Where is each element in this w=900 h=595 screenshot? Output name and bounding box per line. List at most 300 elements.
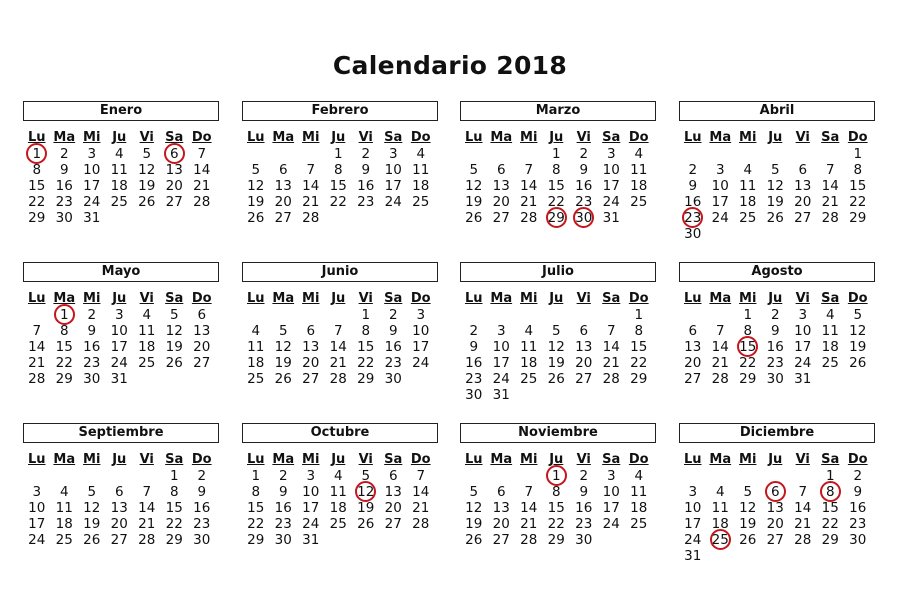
day-cell: 7 bbox=[306, 162, 316, 178]
weekday-header: Ju bbox=[549, 452, 564, 467]
weekday-header: Sa bbox=[821, 130, 840, 145]
empty-cell bbox=[325, 307, 353, 323]
day-cell: 12 bbox=[547, 339, 565, 355]
day-cell: 5 bbox=[278, 323, 288, 339]
day-grid bbox=[679, 130, 875, 242]
day-cell: 4 bbox=[59, 484, 69, 500]
weekday-header: Sa bbox=[821, 291, 840, 306]
day-cell: 10 bbox=[602, 484, 620, 500]
empty-cell bbox=[789, 146, 817, 162]
empty-cell bbox=[106, 468, 134, 484]
month-febrero bbox=[242, 101, 438, 226]
day-cell: 5 bbox=[853, 307, 863, 323]
weekday-header: Do bbox=[628, 291, 649, 306]
day-cell: 8 bbox=[251, 484, 261, 500]
day-cell: 29 bbox=[630, 371, 648, 387]
day-cell: 30 bbox=[274, 532, 292, 548]
day-cell: 23 bbox=[55, 194, 73, 210]
day-cell: 21 bbox=[794, 516, 812, 532]
day-cell: 10 bbox=[602, 162, 620, 178]
day-cell: 15 bbox=[821, 500, 839, 516]
day-cell: 17 bbox=[110, 339, 128, 355]
empty-cell bbox=[242, 307, 270, 323]
weekday-header: Lu bbox=[246, 130, 265, 145]
empty-cell bbox=[23, 468, 51, 484]
day-cell: 16 bbox=[465, 355, 483, 371]
day-cell: 25 bbox=[739, 210, 757, 226]
weekday-header: Sa bbox=[602, 452, 621, 467]
day-cell: 24 bbox=[28, 532, 46, 548]
day-cell: 20 bbox=[193, 339, 211, 355]
weekday-header: Ma bbox=[709, 452, 732, 467]
day-cell: 5 bbox=[551, 323, 561, 339]
month-name: Agosto bbox=[679, 262, 875, 282]
day-cell: 25 bbox=[329, 516, 347, 532]
day-cell: 15 bbox=[28, 178, 46, 194]
day-cell: 5 bbox=[770, 162, 780, 178]
day-cell: 10 bbox=[412, 323, 430, 339]
weekday-header: Ju bbox=[549, 130, 564, 145]
day-cell: 19 bbox=[739, 516, 757, 532]
day-cell: 18 bbox=[711, 516, 729, 532]
day-cell: 27 bbox=[575, 371, 593, 387]
day-cell: 19 bbox=[165, 339, 183, 355]
weekday-header: Sa bbox=[384, 452, 403, 467]
day-cell: 6 bbox=[688, 323, 698, 339]
day-cell: 15 bbox=[357, 339, 375, 355]
empty-cell bbox=[133, 468, 161, 484]
day-cell: 4 bbox=[634, 146, 644, 162]
day-cell: 27 bbox=[794, 210, 812, 226]
weekday-header: Do bbox=[410, 130, 431, 145]
day-cell: 21 bbox=[329, 355, 347, 371]
weekday-header: Ju bbox=[112, 291, 127, 306]
day-cell: 28 bbox=[602, 371, 620, 387]
empty-cell bbox=[460, 307, 488, 323]
day-cell: 13 bbox=[110, 500, 128, 516]
day-grid bbox=[242, 291, 438, 387]
day-cell: 22 bbox=[28, 194, 46, 210]
empty-cell bbox=[707, 307, 735, 323]
day-cell: 23 bbox=[679, 210, 707, 226]
day-cell: 15 bbox=[734, 339, 762, 355]
day-cell: 24 bbox=[684, 532, 702, 548]
day-cell: 17 bbox=[684, 516, 702, 532]
day-cell: 18 bbox=[110, 178, 128, 194]
weekday-header: Mi bbox=[302, 452, 320, 467]
day-cell: 6 bbox=[388, 468, 398, 484]
empty-cell bbox=[270, 146, 298, 162]
day-cell: 30 bbox=[465, 387, 483, 403]
day-cell: 6 bbox=[306, 323, 316, 339]
day-cell: 17 bbox=[83, 178, 101, 194]
day-cell: 4 bbox=[634, 468, 644, 484]
day-cell: 27 bbox=[766, 532, 784, 548]
weekday-header: Vi bbox=[358, 291, 373, 306]
holiday-circle-icon bbox=[573, 207, 594, 228]
weekday-header: Ma bbox=[53, 130, 76, 145]
day-cell: 14 bbox=[412, 484, 430, 500]
weekday-header: Ju bbox=[549, 291, 564, 306]
day-cell: 24 bbox=[602, 516, 620, 532]
month-enero bbox=[23, 101, 219, 226]
day-cell: 27 bbox=[492, 210, 510, 226]
day-cell: 8 bbox=[853, 162, 863, 178]
day-cell: 25 bbox=[55, 532, 73, 548]
month-name: Julio bbox=[460, 262, 656, 282]
day-cell: 28 bbox=[193, 194, 211, 210]
day-cell: 13 bbox=[302, 339, 320, 355]
weekday-header: Do bbox=[191, 130, 212, 145]
empty-cell bbox=[78, 468, 106, 484]
weekday-header: Ma bbox=[490, 291, 513, 306]
day-cell: 3 bbox=[114, 307, 124, 323]
day-cell: 16 bbox=[575, 500, 593, 516]
weekday-header: Mi bbox=[302, 130, 320, 145]
day-cell: 29 bbox=[821, 532, 839, 548]
day-cell: 26 bbox=[357, 516, 375, 532]
day-cell: 1 bbox=[169, 468, 179, 484]
day-cell: 5 bbox=[361, 468, 371, 484]
day-cell: 11 bbox=[711, 500, 729, 516]
day-cell: 11 bbox=[247, 339, 265, 355]
day-cell: 16 bbox=[384, 339, 402, 355]
day-cell: 22 bbox=[247, 516, 265, 532]
day-cell: 19 bbox=[138, 178, 156, 194]
day-cell: 29 bbox=[28, 210, 46, 226]
day-cell: 21 bbox=[520, 194, 538, 210]
day-cell: 23 bbox=[384, 355, 402, 371]
day-cell: 11 bbox=[821, 323, 839, 339]
holiday-circle-icon bbox=[355, 481, 376, 502]
day-cell: 29 bbox=[247, 532, 265, 548]
weekday-header: Ju bbox=[112, 452, 127, 467]
weekday-header: Ma bbox=[272, 130, 295, 145]
day-cell: 21 bbox=[711, 355, 729, 371]
day-cell: 12 bbox=[739, 500, 757, 516]
day-cell: 3 bbox=[388, 146, 398, 162]
day-cell: 23 bbox=[357, 194, 375, 210]
weekday-header: Vi bbox=[795, 291, 810, 306]
day-cell: 17 bbox=[602, 500, 620, 516]
day-cell: 17 bbox=[602, 178, 620, 194]
day-cell: 5 bbox=[142, 146, 152, 162]
day-cell: 14 bbox=[193, 162, 211, 178]
day-grid bbox=[23, 130, 219, 226]
weekday-header: Mi bbox=[520, 452, 538, 467]
day-cell: 23 bbox=[849, 516, 867, 532]
day-cell: 27 bbox=[110, 532, 128, 548]
day-cell: 6 bbox=[762, 484, 790, 500]
day-cell: 1 bbox=[23, 146, 51, 162]
day-cell: 9 bbox=[853, 484, 863, 500]
day-cell: 13 bbox=[575, 339, 593, 355]
day-cell: 24 bbox=[711, 210, 729, 226]
day-cell: 3 bbox=[688, 484, 698, 500]
day-cell: 13 bbox=[794, 178, 812, 194]
day-cell: 14 bbox=[138, 500, 156, 516]
day-cell: 29 bbox=[357, 371, 375, 387]
day-cell: 5 bbox=[469, 484, 479, 500]
day-cell: 10 bbox=[28, 500, 46, 516]
day-cell: 26 bbox=[547, 371, 565, 387]
day-cell: 22 bbox=[849, 194, 867, 210]
day-cell: 4 bbox=[114, 146, 124, 162]
day-cell: 7 bbox=[606, 323, 616, 339]
day-cell: 16 bbox=[193, 500, 211, 516]
weekday-header: Vi bbox=[576, 130, 591, 145]
day-cell: 28 bbox=[821, 210, 839, 226]
day-cell: 11 bbox=[329, 484, 347, 500]
day-cell: 24 bbox=[794, 355, 812, 371]
day-cell: 6 bbox=[161, 146, 189, 162]
day-cell: 30 bbox=[83, 371, 101, 387]
month-junio bbox=[242, 262, 438, 387]
day-cell: 25 bbox=[520, 371, 538, 387]
day-cell: 19 bbox=[849, 339, 867, 355]
weekday-header: Lu bbox=[27, 130, 46, 145]
day-cell: 11 bbox=[138, 323, 156, 339]
day-cell: 3 bbox=[416, 307, 426, 323]
weekday-header: Mi bbox=[302, 291, 320, 306]
day-cell: 12 bbox=[849, 323, 867, 339]
day-cell: 17 bbox=[28, 516, 46, 532]
holiday-circle-icon bbox=[682, 207, 703, 228]
day-grid bbox=[679, 452, 875, 564]
day-cell: 10 bbox=[384, 162, 402, 178]
empty-cell bbox=[789, 468, 817, 484]
day-cell: 25 bbox=[630, 194, 648, 210]
day-cell: 6 bbox=[496, 162, 506, 178]
day-cell: 3 bbox=[306, 468, 316, 484]
day-cell: 9 bbox=[361, 162, 371, 178]
empty-cell bbox=[515, 146, 543, 162]
day-cell: 10 bbox=[302, 484, 320, 500]
empty-cell bbox=[734, 468, 762, 484]
day-grid bbox=[460, 291, 656, 403]
weekday-header: Lu bbox=[464, 130, 483, 145]
day-cell: 20 bbox=[492, 194, 510, 210]
day-cell: 11 bbox=[55, 500, 73, 516]
day-cell: 8 bbox=[551, 484, 561, 500]
day-cell: 19 bbox=[247, 194, 265, 210]
day-cell: 16 bbox=[274, 500, 292, 516]
day-cell: 20 bbox=[302, 355, 320, 371]
day-cell: 27 bbox=[274, 210, 292, 226]
day-cell: 6 bbox=[114, 484, 124, 500]
day-cell: 21 bbox=[28, 355, 46, 371]
day-cell: 14 bbox=[329, 339, 347, 355]
day-cell: 24 bbox=[412, 355, 430, 371]
weekday-header: Lu bbox=[683, 452, 702, 467]
weekday-header: Lu bbox=[246, 452, 265, 467]
day-cell: 14 bbox=[711, 339, 729, 355]
day-cell: 11 bbox=[630, 484, 648, 500]
day-cell: 27 bbox=[384, 516, 402, 532]
day-cell: 13 bbox=[492, 500, 510, 516]
weekday-header: Do bbox=[847, 452, 868, 467]
day-cell: 8 bbox=[634, 323, 644, 339]
day-cell: 19 bbox=[274, 355, 292, 371]
day-cell: 21 bbox=[193, 178, 211, 194]
day-cell: 3 bbox=[715, 162, 725, 178]
day-cell: 7 bbox=[524, 162, 534, 178]
day-cell: 19 bbox=[465, 194, 483, 210]
day-cell: 7 bbox=[333, 323, 343, 339]
day-cell: 29 bbox=[739, 371, 757, 387]
weekday-header: Mi bbox=[520, 291, 538, 306]
day-cell: 25 bbox=[630, 516, 648, 532]
day-cell: 4 bbox=[333, 468, 343, 484]
holiday-circle-icon bbox=[164, 143, 185, 164]
day-cell: 19 bbox=[766, 194, 784, 210]
holiday-circle-icon bbox=[54, 304, 75, 325]
day-cell: 30 bbox=[575, 532, 593, 548]
day-cell: 1 bbox=[361, 307, 371, 323]
weekday-header: Ju bbox=[112, 130, 127, 145]
day-cell: 15 bbox=[849, 178, 867, 194]
weekday-header: Sa bbox=[821, 452, 840, 467]
day-cell: 18 bbox=[138, 339, 156, 355]
month-name: Noviembre bbox=[460, 423, 656, 443]
day-cell: 11 bbox=[739, 178, 757, 194]
day-cell: 22 bbox=[821, 516, 839, 532]
month-name: Febrero bbox=[242, 101, 438, 121]
day-cell: 31 bbox=[492, 387, 510, 403]
holiday-circle-icon bbox=[710, 529, 731, 550]
day-cell: 11 bbox=[520, 339, 538, 355]
day-cell: 24 bbox=[602, 194, 620, 210]
weekday-header: Sa bbox=[384, 291, 403, 306]
day-cell: 23 bbox=[575, 194, 593, 210]
day-cell: 2 bbox=[59, 146, 69, 162]
day-cell: 26 bbox=[849, 355, 867, 371]
weekday-header: Mi bbox=[739, 130, 757, 145]
day-cell: 15 bbox=[547, 178, 565, 194]
day-cell: 7 bbox=[825, 162, 835, 178]
weekday-header: Mi bbox=[83, 130, 101, 145]
day-cell: 30 bbox=[849, 532, 867, 548]
day-cell: 6 bbox=[197, 307, 207, 323]
day-cell: 13 bbox=[165, 162, 183, 178]
day-cell: 12 bbox=[247, 178, 265, 194]
day-cell: 2 bbox=[853, 468, 863, 484]
day-cell: 10 bbox=[684, 500, 702, 516]
day-cell: 12 bbox=[138, 162, 156, 178]
day-cell: 4 bbox=[524, 323, 534, 339]
day-cell: 24 bbox=[83, 194, 101, 210]
day-cell: 2 bbox=[278, 468, 288, 484]
day-cell: 27 bbox=[165, 194, 183, 210]
day-cell: 10 bbox=[492, 339, 510, 355]
day-cell: 17 bbox=[412, 339, 430, 355]
day-cell: 3 bbox=[32, 484, 42, 500]
day-cell: 23 bbox=[193, 516, 211, 532]
day-cell: 10 bbox=[83, 162, 101, 178]
day-cell: 18 bbox=[329, 500, 347, 516]
weekday-header: Lu bbox=[683, 291, 702, 306]
day-cell: 15 bbox=[329, 178, 347, 194]
weekday-header: Lu bbox=[464, 452, 483, 467]
day-cell: 28 bbox=[28, 371, 46, 387]
day-cell: 4 bbox=[743, 162, 753, 178]
day-cell: 22 bbox=[357, 355, 375, 371]
weekday-header: Ju bbox=[331, 452, 346, 467]
day-cell: 29 bbox=[547, 532, 565, 548]
holiday-circle-icon bbox=[765, 481, 786, 502]
weekday-header: Ma bbox=[272, 291, 295, 306]
empty-cell bbox=[297, 307, 325, 323]
weekday-header: Ju bbox=[331, 130, 346, 145]
weekday-header: Lu bbox=[683, 130, 702, 145]
day-cell: 14 bbox=[302, 178, 320, 194]
day-cell: 25 bbox=[247, 371, 265, 387]
day-cell: 15 bbox=[55, 339, 73, 355]
day-cell: 27 bbox=[684, 371, 702, 387]
weekday-header: Ma bbox=[490, 130, 513, 145]
day-cell: 26 bbox=[247, 210, 265, 226]
day-cell: 30 bbox=[684, 226, 702, 242]
day-cell: 23 bbox=[274, 516, 292, 532]
month-noviembre bbox=[460, 423, 656, 548]
day-cell: 9 bbox=[87, 323, 97, 339]
day-cell: 31 bbox=[302, 532, 320, 548]
day-cell: 30 bbox=[570, 210, 598, 226]
empty-cell bbox=[488, 146, 516, 162]
day-cell: 1 bbox=[333, 146, 343, 162]
day-cell: 2 bbox=[770, 307, 780, 323]
weekday-header: Ju bbox=[768, 452, 783, 467]
weekday-header: Lu bbox=[27, 291, 46, 306]
day-cell: 8 bbox=[551, 162, 561, 178]
day-cell: 28 bbox=[412, 516, 430, 532]
day-cell: 10 bbox=[110, 323, 128, 339]
day-grid bbox=[242, 130, 438, 226]
day-cell: 26 bbox=[83, 532, 101, 548]
day-cell: 9 bbox=[579, 484, 589, 500]
month-name: Junio bbox=[242, 262, 438, 282]
day-cell: 24 bbox=[384, 194, 402, 210]
empty-cell bbox=[23, 307, 51, 323]
day-cell: 14 bbox=[821, 178, 839, 194]
day-cell: 9 bbox=[469, 339, 479, 355]
day-grid bbox=[679, 291, 875, 387]
month-name: Enero bbox=[23, 101, 219, 121]
day-cell: 14 bbox=[794, 500, 812, 516]
day-cell: 9 bbox=[688, 178, 698, 194]
day-cell: 28 bbox=[138, 532, 156, 548]
day-cell: 1 bbox=[825, 468, 835, 484]
day-cell: 16 bbox=[684, 194, 702, 210]
day-cell: 17 bbox=[794, 339, 812, 355]
month-name: Diciembre bbox=[679, 423, 875, 443]
day-cell: 13 bbox=[193, 323, 211, 339]
day-cell: 22 bbox=[55, 355, 73, 371]
weekday-header: Sa bbox=[165, 452, 184, 467]
day-cell: 7 bbox=[416, 468, 426, 484]
day-cell: 24 bbox=[492, 371, 510, 387]
day-cell: 18 bbox=[520, 355, 538, 371]
day-cell: 28 bbox=[520, 210, 538, 226]
day-cell: 29 bbox=[165, 532, 183, 548]
day-grid bbox=[23, 452, 219, 548]
day-cell: 27 bbox=[302, 371, 320, 387]
day-cell: 14 bbox=[602, 339, 620, 355]
day-cell: 7 bbox=[798, 484, 808, 500]
day-cell: 1 bbox=[51, 307, 79, 323]
day-cell: 21 bbox=[412, 500, 430, 516]
day-grid bbox=[460, 452, 656, 548]
